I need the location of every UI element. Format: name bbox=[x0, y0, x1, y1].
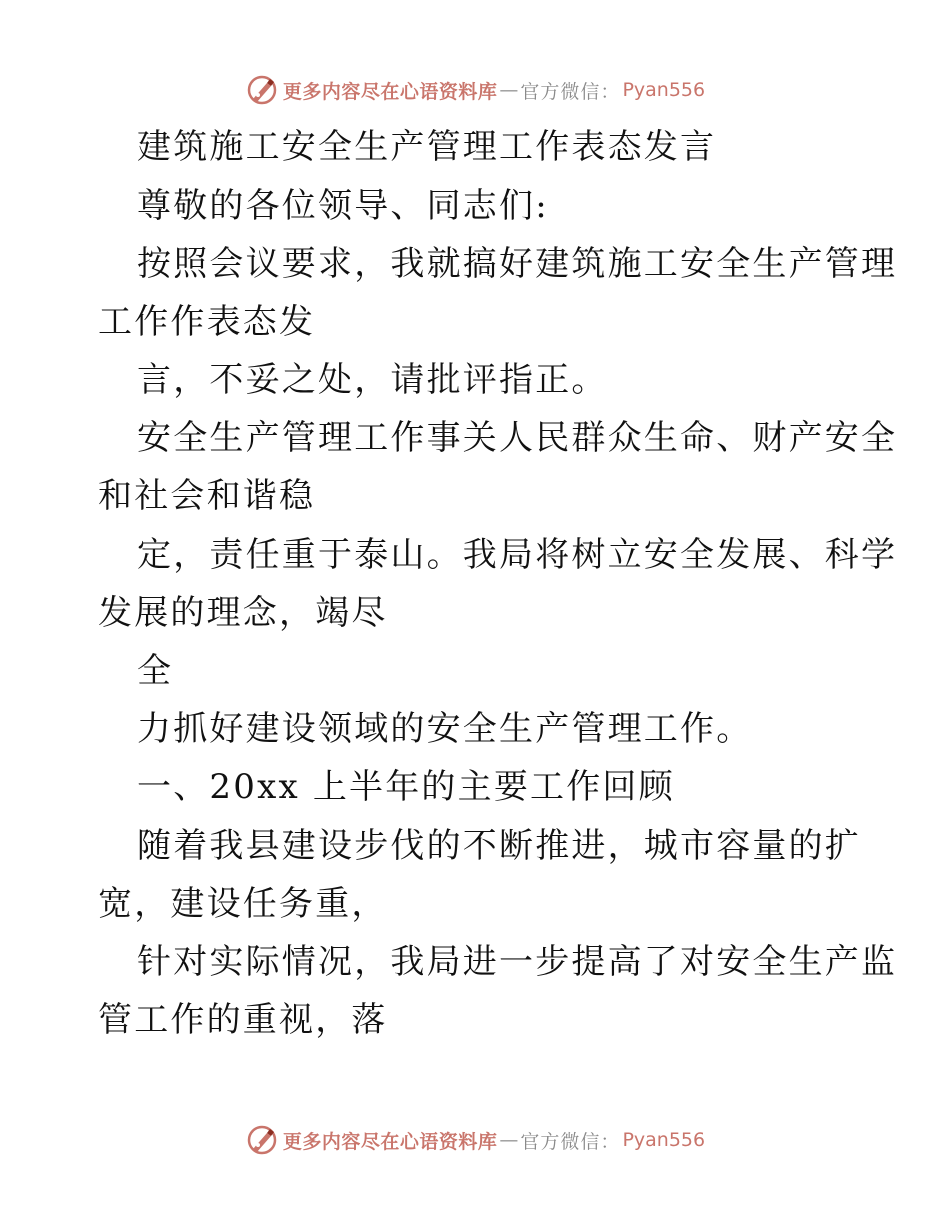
body-line: 言，不妥之处，请批评指正。 bbox=[137, 360, 608, 400]
watermark-wechat-label: 官方微信： bbox=[520, 80, 621, 103]
body-line: 按照会议要求，我就搞好建筑施工安全生产管理 bbox=[137, 244, 898, 284]
document-title: 建筑施工安全生产管理工作表态发言 bbox=[137, 127, 717, 167]
body-line: 定，责任重于泰山。我局将树立安全发展、科学 bbox=[137, 535, 898, 575]
footer-watermark bbox=[0, 1120, 950, 1160]
pen-logo-icon bbox=[245, 1123, 279, 1157]
body-line: 工作作表态发 bbox=[98, 302, 316, 342]
body-line: 发展的理念，竭尽 bbox=[98, 593, 388, 633]
body-line: 管工作的重视，落 bbox=[98, 1000, 388, 1040]
section-heading: 一、20xx 上半年的主要工作回顾 bbox=[137, 767, 675, 807]
watermark-dash: — bbox=[499, 79, 519, 101]
watermark-wechat-label: 官方微信： bbox=[520, 1130, 621, 1153]
pen-logo-icon bbox=[245, 73, 279, 107]
watermark-lead-text: 更多内容尽在心语资料库 bbox=[282, 80, 498, 103]
body-line: 针对实际情况，我局进一步提高了对安全生产监 bbox=[137, 942, 898, 982]
body-line: 力抓好建设领域的安全生产管理工作。 bbox=[137, 709, 753, 749]
body-line: 全 bbox=[137, 651, 174, 691]
watermark-dash: — bbox=[499, 1129, 519, 1151]
body-line: 宽，建设任务重， bbox=[98, 884, 388, 924]
body-line: 随着我县建设步伐的不断推进，城市容量的扩 bbox=[137, 826, 861, 866]
watermark-lead-text: 更多内容尽在心语资料库 bbox=[282, 1130, 498, 1153]
salutation-line: 尊敬的各位领导、同志们: bbox=[137, 186, 549, 226]
header-watermark bbox=[0, 70, 950, 110]
watermark-wechat-id: Pyan556 bbox=[622, 79, 706, 101]
body-line: 安全生产管理工作事关人民群众生命、财产安全 bbox=[137, 418, 898, 458]
watermark-wechat-id: Pyan556 bbox=[622, 1129, 706, 1151]
body-line: 和社会和谐稳 bbox=[98, 476, 316, 516]
